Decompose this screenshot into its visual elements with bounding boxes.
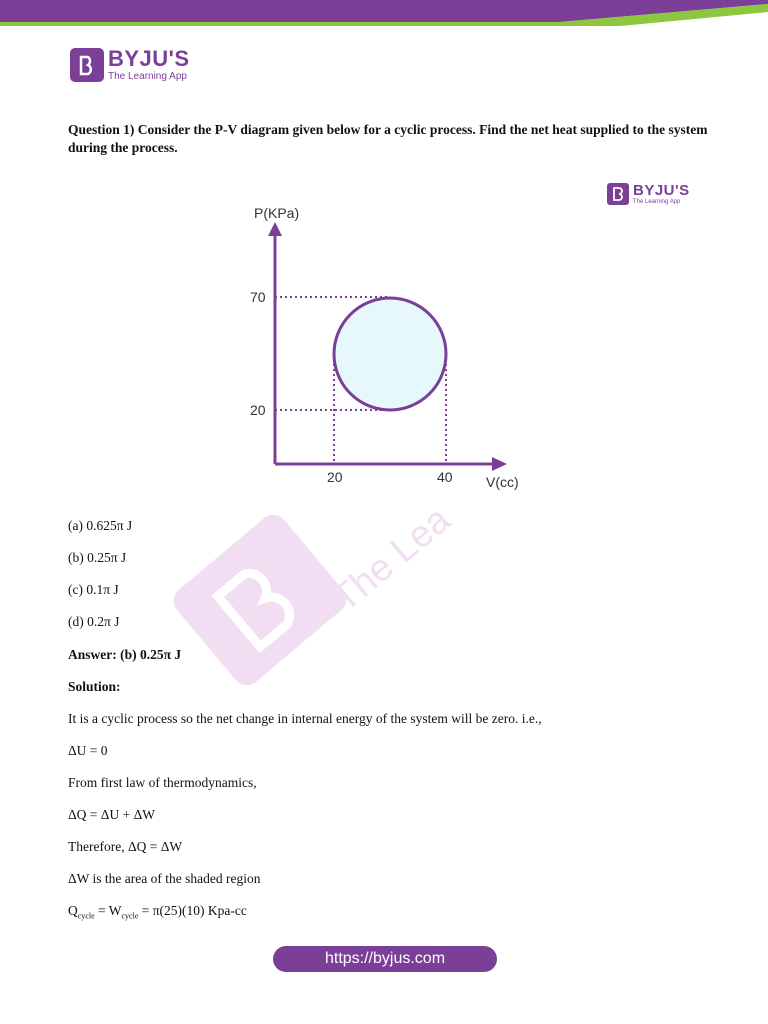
solution-line-2: ΔU = 0 [68,743,108,758]
x-tick-40: 40 [437,469,453,485]
svg-text:The Lea: The Lea [324,498,459,621]
y-axis-arrow-icon [268,222,282,236]
solution-heading: Solution: [68,679,121,694]
diagram-brand-name: BYJU'S [633,182,690,199]
footer-url-link[interactable]: https://byjus.com [273,946,497,972]
solution-line-3: From first law of thermodynamics, [68,775,257,790]
pv-diagram [230,200,540,500]
brand-name: BYJU'S [108,46,190,71]
brand-logo-icon [70,48,104,82]
answer: Answer: (b) 0.25π J [68,647,182,662]
option-a: (a) 0.625π J [68,518,133,533]
y-axis-label: P(KPa) [254,205,300,221]
brand-logo [70,48,190,82]
q-subscript: cycle [77,911,95,921]
w-symbol: = W [94,903,122,918]
diagram-brand-tagline: The Learning App [633,199,681,205]
watermark-logo [170,480,500,700]
y-tick-20: 20 [250,402,266,418]
solution-line-1: It is a cyclic process so the net change in internal energy of the system will be zero. i.e., [68,711,542,726]
x-tick-20: 20 [327,469,343,485]
x-axis-label: V(cc) [486,474,519,490]
brand-tagline: The Learning App [108,71,187,82]
option-b: (b) 0.25π J [68,550,127,565]
result-expression: = π(25)(10) Kpa-cc [138,903,247,918]
solution-line-4: ΔQ = ΔU + ΔW [68,807,156,822]
w-subscript: cycle [121,911,139,921]
option-c: (c) 0.1π J [68,582,119,597]
q-symbol: Q [68,903,78,918]
top-decorative-bar [0,0,768,30]
x-axis-arrow-icon [492,457,507,471]
diagram-logo-icon [607,183,629,205]
solution-line-6: ΔW is the area of the shaded region [68,871,261,886]
solution-line-5: Therefore, ΔQ = ΔW [68,839,183,854]
diagram-brand-logo [607,183,690,205]
option-d: (d) 0.2π J [68,614,120,629]
cycle-region [334,298,446,410]
solution-line-7 [68,902,247,926]
y-tick-70: 70 [250,289,266,305]
question-text: Question 1) Consider the P-V diagram given below for a cyclic process. Find the net heat supplied to the system during the process. [68,122,708,155]
